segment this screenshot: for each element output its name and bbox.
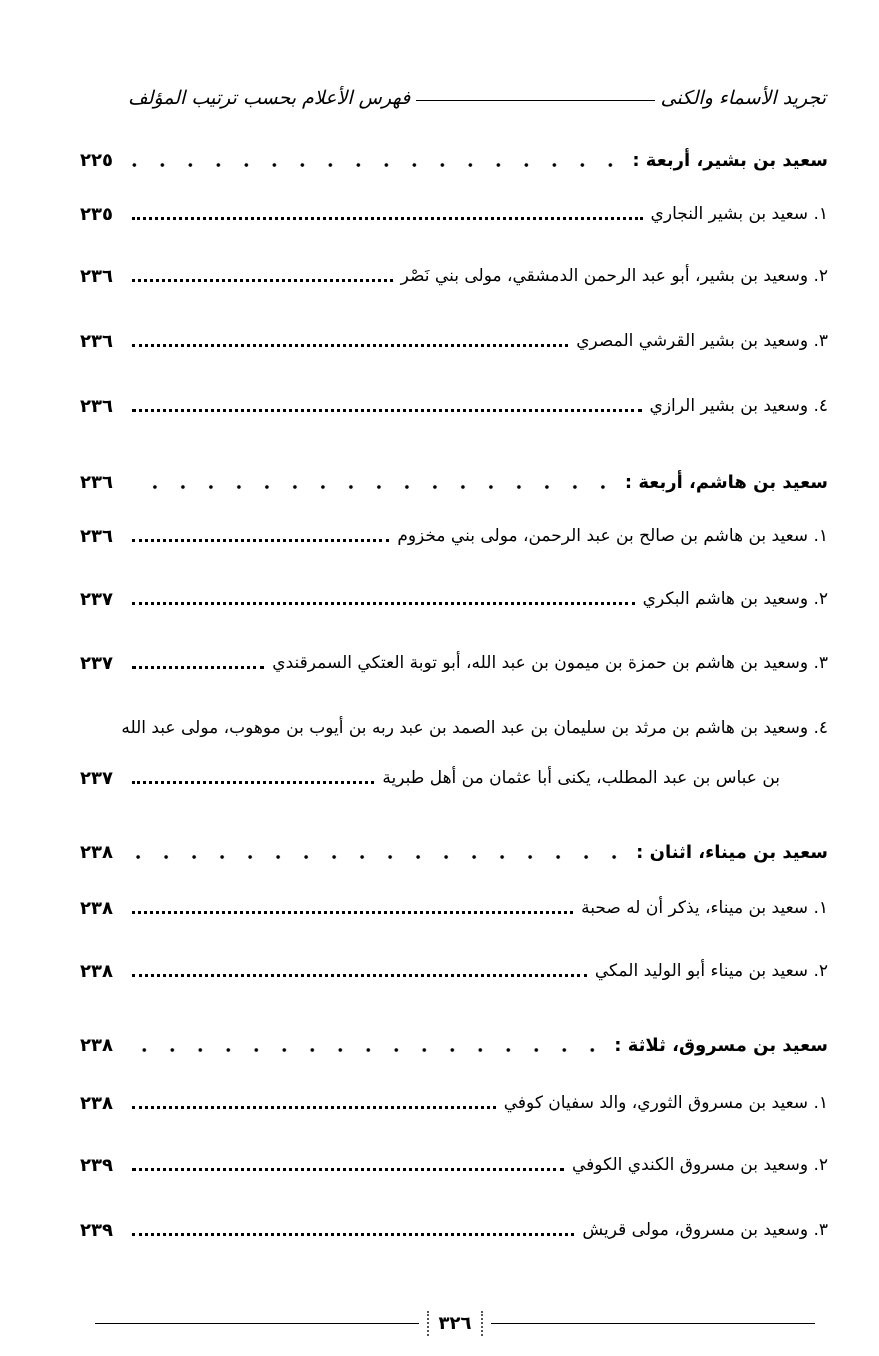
dot-leader <box>132 1106 496 1109</box>
entry-text: ٢. وسعيد بن مسروق الكندي الكوفي <box>571 1155 828 1175</box>
index-entry <box>80 1147 828 1183</box>
entry-text: ١. سعيد بن هاشم بن صالح بن عبد الرحمن، مولى بني مخزوم <box>397 526 828 546</box>
dot-leader <box>132 666 264 669</box>
entry-page-number: ٢٣٨ <box>80 897 113 919</box>
index-entry <box>80 645 828 681</box>
section-title: فهرس الأعلام بحسب ترتيب المؤلف <box>128 87 411 109</box>
entry-page-number: ٢٣٨ <box>80 841 113 863</box>
dot-leader <box>132 602 635 605</box>
dot-leader <box>132 485 617 489</box>
dot-leader <box>132 539 389 542</box>
entry-page-number: ٢٣٧ <box>80 588 113 610</box>
entry-text: ٤. وسعيد بن هاشم بن مرثد بن سليمان بن عبد الصمد بن عبد ربه بن أيوب بن موهوب، مولى عبد الله <box>121 718 828 738</box>
entry-page-number: ٢٣٨ <box>80 1034 113 1056</box>
heading-text: سعيد بن مسروق، ثلاثة : <box>614 1034 828 1056</box>
entry-text: ٢. وسعيد بن بشير، أبو عبد الرحمن الدمشقي، مولى بني نَصْر <box>400 266 828 286</box>
dot-leader <box>132 855 628 859</box>
dot-leader <box>132 1048 606 1052</box>
dot-leader <box>132 409 642 412</box>
heading-text: سعيد بن هاشم، أربعة : <box>624 471 828 493</box>
book-title: تجريد الأسماء والكنى <box>660 87 826 109</box>
entry-page-number: ٢٣٩ <box>80 1154 113 1176</box>
entry-text: ١. سعيد بن بشير النجاري <box>650 204 828 224</box>
page-footer <box>95 1306 815 1340</box>
entry-text: ١. سعيد بن ميناء، يذكر أن له صحبة <box>581 898 828 918</box>
dot-leader <box>132 1233 574 1236</box>
entry-text: ٤. وسعيد بن بشير الرازي <box>649 396 828 416</box>
entry-page-number: ٢٣٨ <box>80 1092 113 1114</box>
entry-text: ١. سعيد بن مسروق الثوري، والد سفيان كوفي <box>503 1093 828 1113</box>
entry-page-number: ٢٣٨ <box>80 960 113 982</box>
heading-text: سعيد بن ميناء، اثنان : <box>636 841 828 863</box>
index-entry <box>80 388 828 424</box>
page-number: ٣٢٦ <box>427 1311 484 1336</box>
index-heading <box>80 142 828 178</box>
index-entry-continuation <box>80 760 780 796</box>
index-heading <box>80 834 828 870</box>
entry-page-number: ٢٣٦ <box>80 265 113 287</box>
index-heading <box>80 464 828 500</box>
entry-page-number: ٢٣٦ <box>80 330 113 352</box>
index-entry <box>80 890 828 926</box>
dot-leader <box>132 974 587 977</box>
index-entry <box>80 1212 828 1248</box>
entry-text: ٣. وسعيد بن بشير القرشي المصري <box>576 331 828 351</box>
entry-page-number: ٢٣٥ <box>80 203 113 225</box>
dot-leader <box>132 1168 564 1171</box>
entry-text: ٢. سعيد بن ميناء أبو الوليد المكي <box>594 961 828 981</box>
index-entry <box>80 518 828 554</box>
entry-page-number: ٢٢٥ <box>80 149 113 171</box>
dot-leader <box>132 911 573 914</box>
dot-leader <box>132 344 568 347</box>
dot-leader <box>132 279 393 282</box>
entry-text: ٣. وسعيد بن هاشم بن حمزة بن ميمون بن عبد الله، أبو توبة العتكي السمرقندي <box>272 653 828 673</box>
dot-leader <box>132 163 624 167</box>
index-entry <box>80 323 828 359</box>
entry-text: ٣. وسعيد بن مسروق، مولى قريش <box>582 1220 828 1240</box>
index-entry <box>80 196 828 232</box>
entry-page-number: ٢٣٦ <box>80 471 113 493</box>
heading-text: سعيد بن بشير، أربعة : <box>632 149 828 171</box>
entry-page-number: ٢٣٦ <box>80 395 113 417</box>
index-entry <box>80 710 828 746</box>
entry-text: ٢. وسعيد بن هاشم البكري <box>642 589 828 609</box>
index-entry <box>80 258 828 294</box>
footer-rule-right <box>491 1323 815 1324</box>
index-entry <box>80 953 828 989</box>
footer-rule-left <box>95 1323 419 1324</box>
entry-continuation-text: بن عباس بن عبد المطلب، يكنى أبا عثمان من أهل طبرية <box>382 768 780 788</box>
index-entry <box>80 1085 828 1121</box>
entry-page-number: ٢٣٧ <box>80 652 113 674</box>
entry-page-number: ٢٣٦ <box>80 525 113 547</box>
dot-leader <box>132 217 643 220</box>
dot-leader <box>132 781 374 784</box>
entry-page-number: ٢٣٧ <box>80 767 113 789</box>
entry-page-number: ٢٣٩ <box>80 1219 113 1241</box>
index-entry <box>80 581 828 617</box>
index-heading <box>80 1027 828 1063</box>
